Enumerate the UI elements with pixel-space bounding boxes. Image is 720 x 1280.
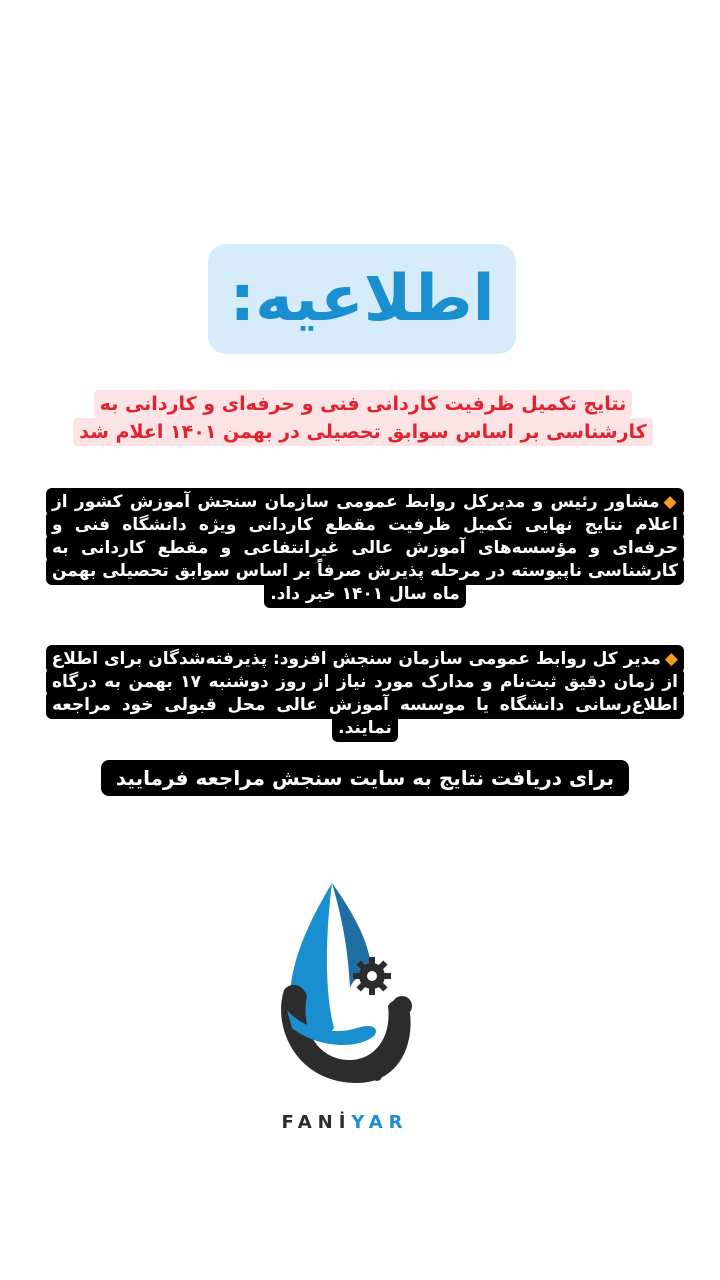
paragraph-1-text: مشاور رئیس و مدیرکل روابط عمومی سازمان سنجش آموزش کشور از اعلام نتایج نهایی تکمیل ظرفیت مقطع کاردانی ویژه دانشگاه فنی و حرفه‌ای و مؤسسه‌های آموزش عالی غیرانتفاعی و مقطع کاردانی به کارشناسی ناپیوسته در مرحله پذیرش صرفاً بر اساس سوابق تحصیلی بهمن ماه سال ۱۴۰۱ خبر داد. — [52, 492, 678, 604]
orange-diamond-icon: ◆ — [664, 649, 678, 669]
cta-text: برای دریافت نتایج به سایت سنجش مراجعه فرمایید — [115, 766, 615, 790]
cta-banner — [101, 760, 629, 796]
orange-diamond-icon: ◆ — [663, 492, 678, 512]
paragraph-1 — [46, 491, 684, 606]
announcement-badge — [208, 244, 516, 354]
paragraph-2 — [46, 648, 684, 740]
headline-text: نتایج تکمیل ظرفیت کاردانی فنی و حرفه‌ای و کاردانی به کارشناسی بر اساس سوابق تحصیلی در بهمن ۱۴۰۱ اعلام شد — [73, 390, 652, 446]
brand-name-part1: FANİ — [281, 1112, 352, 1133]
brand-name-part2: YAR — [351, 1112, 409, 1133]
faniyar-logo-icon — [262, 878, 432, 1098]
paragraph-2-text: مدیر کل روابط عمومی سازمان سنجش افزود: پذیرفته‌شدگان برای اطلاع از زمان دقیق ثبت‌نام و مدارک مورد نیاز از روز دوشنبه ۱۷ بهمن به درگاه اطلاع‌رسانی دانشگاه یا موسسه آموزش عالی محل قبولی خود مراجعه نمایند. — [51, 649, 678, 738]
brand-name — [260, 1112, 430, 1133]
headline — [50, 390, 676, 446]
announcement-title: اطلاعیه: — [229, 262, 495, 336]
